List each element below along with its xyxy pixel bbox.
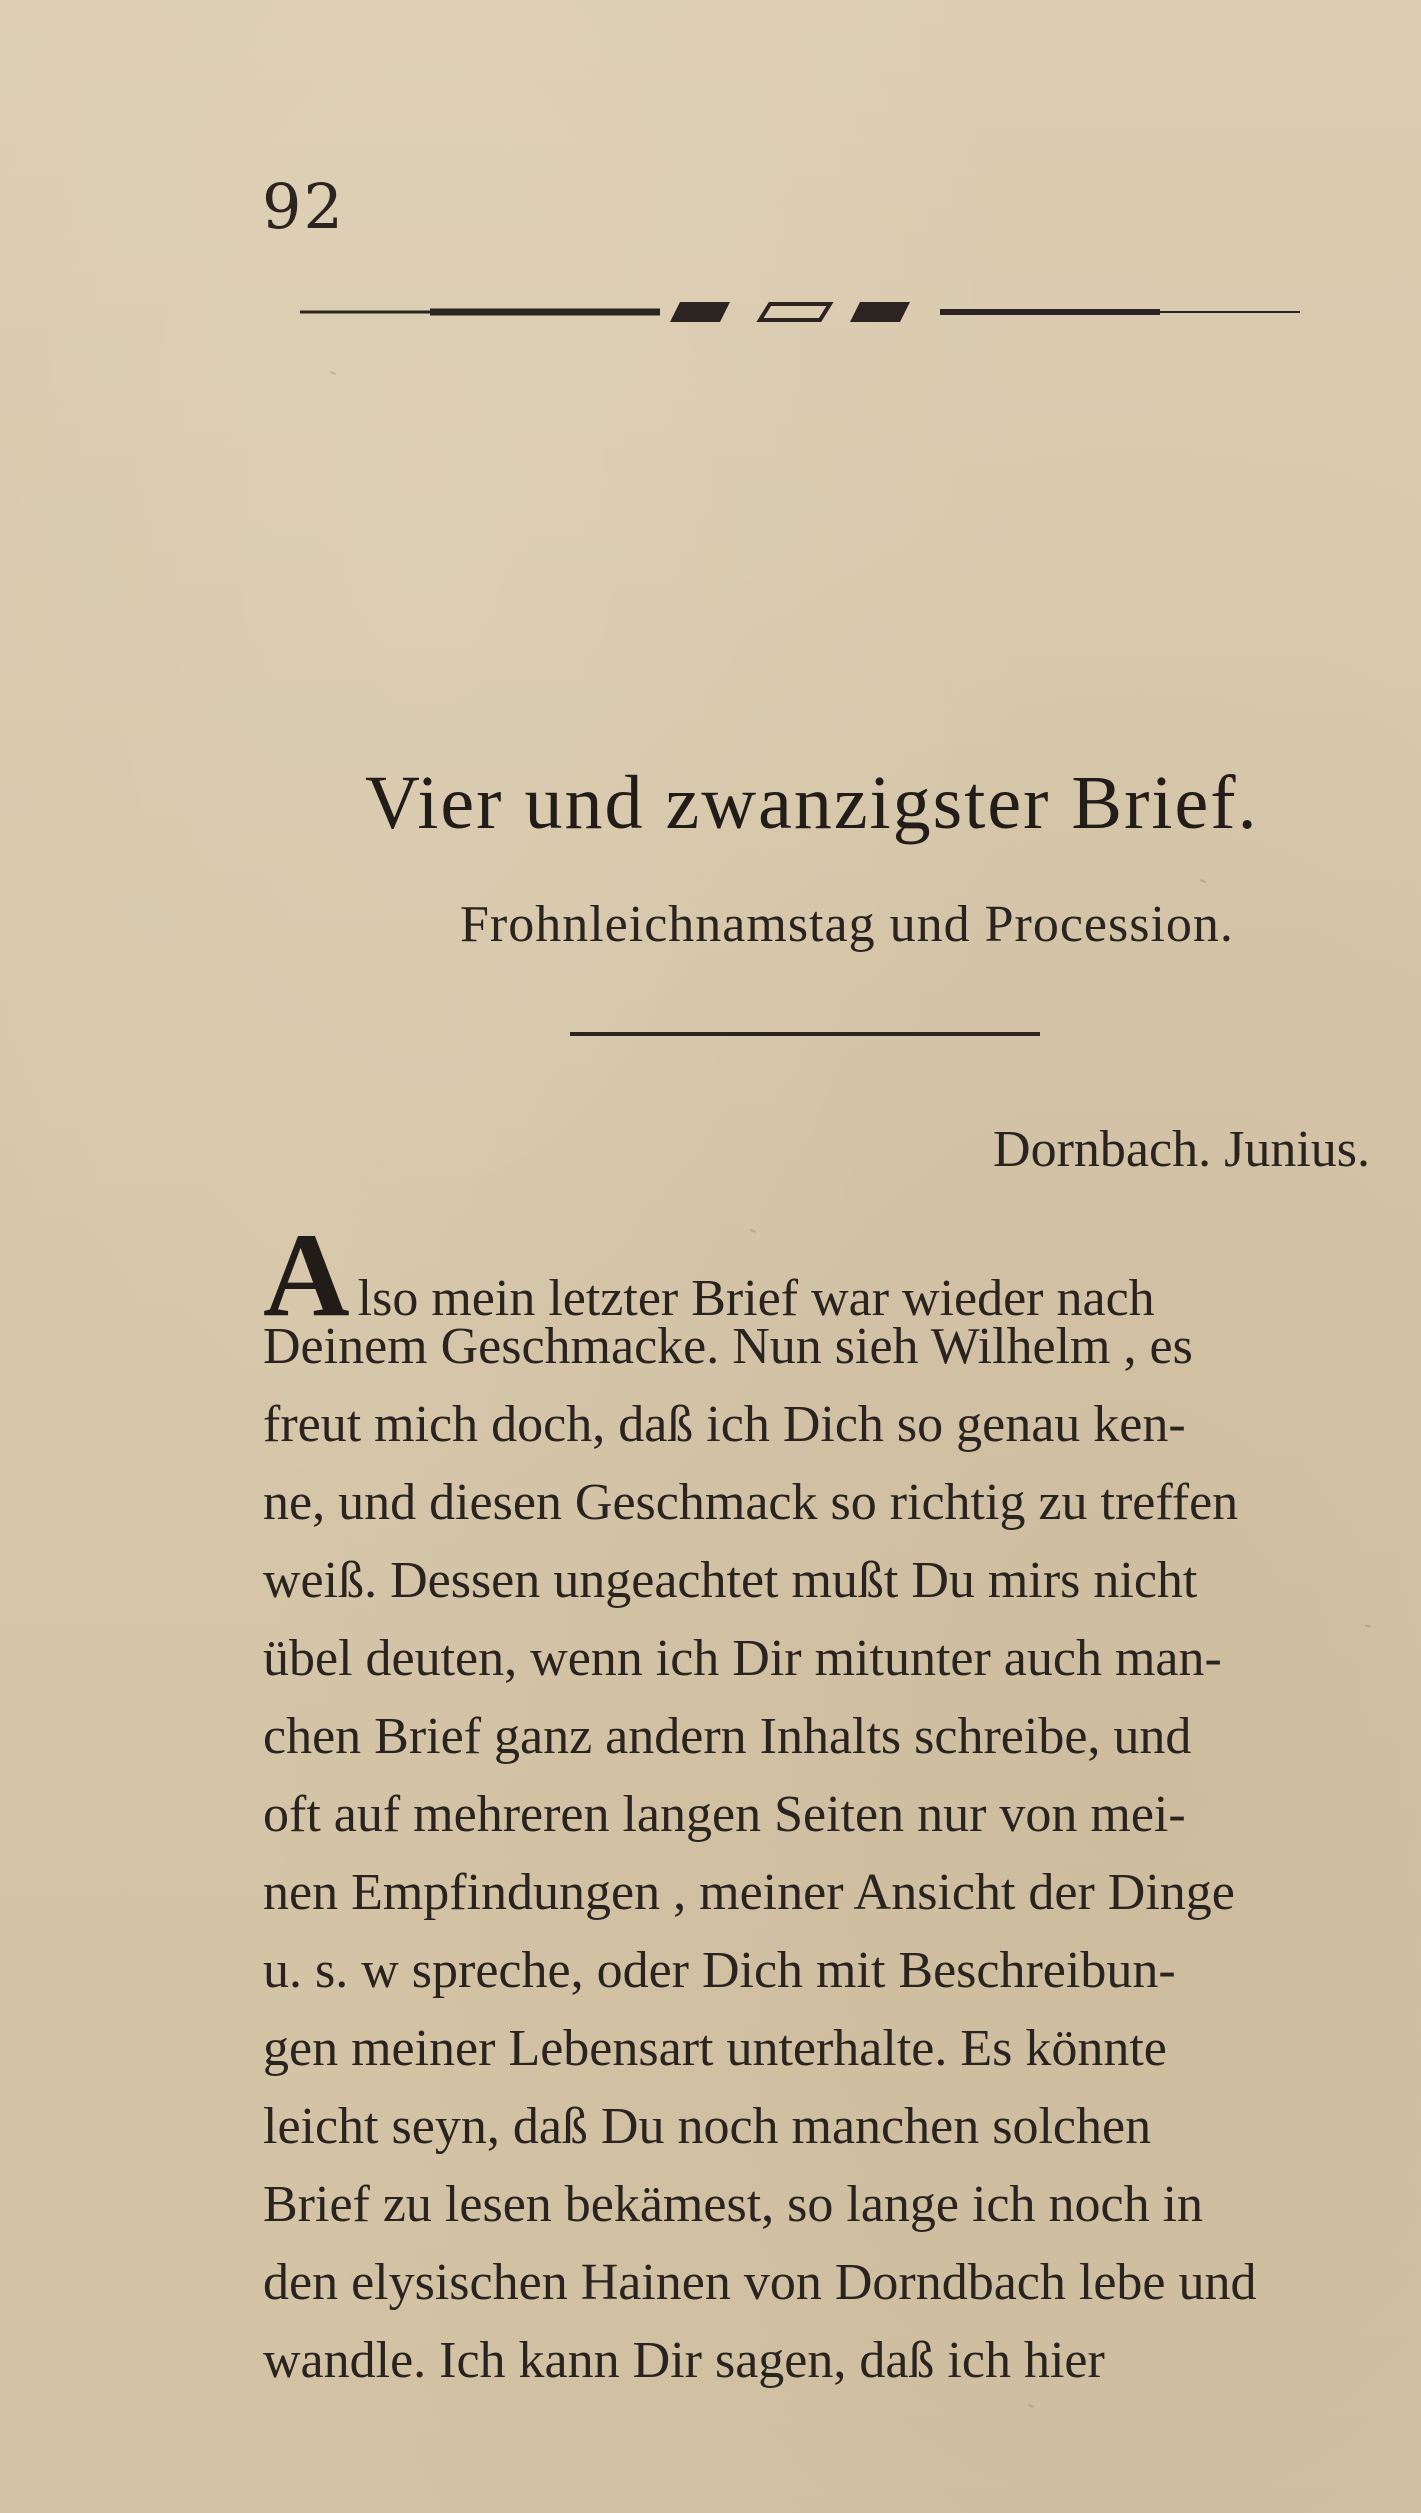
text-line-content: chen Brief ganz andern Inhalts schreibe, und <box>263 1708 1192 1765</box>
letter-body <box>263 1208 1353 2400</box>
text-line-content: u. s. w spreche, oder Dich mit Beschreibun- <box>263 1942 1176 1999</box>
text-line-content: den elysischen Hainen von Dorndbach lebe und <box>263 2254 1257 2311</box>
text-line-content: oft auf mehreren langen Seiten nur von mei- <box>263 1786 1186 1843</box>
text-line <box>263 1854 1353 1932</box>
text-line <box>263 1776 1353 1854</box>
text-line-content: Brief zu lesen bekämest, so lange ich noch in <box>263 2176 1204 2233</box>
text-line-content: leicht seyn, daß Du noch manchen solchen <box>263 2098 1152 2155</box>
text-line <box>263 1308 1353 1386</box>
text-line-content: freut mich doch, daß ich Dich so genau ken- <box>263 1396 1186 1453</box>
title-divider <box>570 1032 1040 1036</box>
text-line <box>263 1464 1353 1542</box>
text-line <box>263 2010 1353 2088</box>
text-line <box>263 2088 1353 2166</box>
text-line <box>263 1386 1353 1464</box>
text-line-content: lso mein letzter Brief war wieder nach <box>357 1270 1155 1327</box>
text-line <box>263 2166 1353 2244</box>
text-line-content: nen Empfindungen , meiner Ansicht der Dinge <box>263 1864 1235 1921</box>
chapter-title: Vier und zwanzigster Brief. <box>365 761 1259 845</box>
text-line <box>263 1542 1353 1620</box>
text-line-content: wandle. Ich kann Dir sagen, daß ich hier <box>263 2332 1105 2389</box>
text-line <box>263 1932 1353 2010</box>
drop-cap: A <box>263 1208 350 1341</box>
text-line-content: übel deuten, wenn ich Dir mitunter auch man- <box>263 1630 1222 1687</box>
dateline: Dornbach. Junius. <box>993 1121 1370 1178</box>
text-line <box>263 1208 1353 1341</box>
text-line-content: weiß. Dessen ungeachtet mußt Du mirs nicht <box>263 1552 1198 1609</box>
text-line <box>263 2244 1353 2322</box>
text-line <box>263 1698 1353 1776</box>
chapter-subtitle: Frohnleichnamstag und Procession. <box>460 896 1234 953</box>
ornamental-rule <box>300 292 1300 332</box>
text-line-content: gen meiner Lebensart unterhalte. Es könnte <box>263 2020 1167 2077</box>
page-number: 92 <box>262 170 345 243</box>
text-line <box>263 2322 1353 2400</box>
text-line-content: Deinem Geschmacke. Nun sieh Wilhelm , es <box>263 1318 1193 1375</box>
text-line-content: ne, und diesen Geschmack so richtig zu treffen <box>263 1474 1239 1531</box>
text-line <box>263 1620 1353 1698</box>
